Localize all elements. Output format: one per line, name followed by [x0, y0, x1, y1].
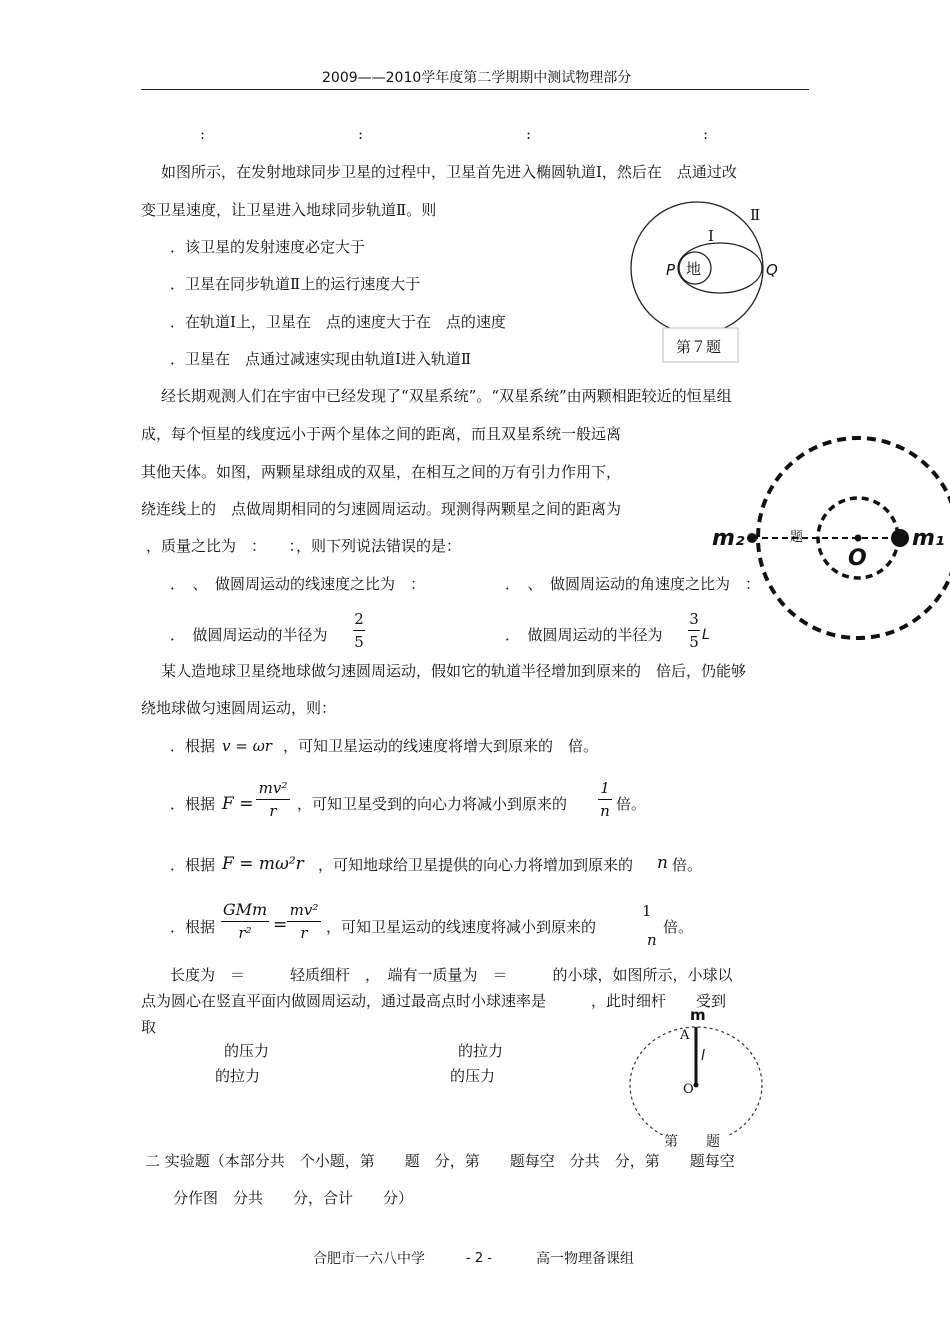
q9-option-c-n: n — [657, 853, 668, 873]
q9-option-b-tail: 倍。 — [616, 795, 647, 813]
q8-stem-line2: 成，每个恒星的线度远小于两个星体之间的距离，而且双星系统一般远离 — [141, 425, 622, 443]
q9-option-c-post: ，可知地球给卫星提供的向心力将增加到原来的 — [318, 856, 634, 874]
q8-option-d-fraction — [688, 609, 700, 652]
q7-option-c: ．在轨道Ⅰ上，卫星在 点的速度大于在 点的速度 — [170, 313, 506, 331]
q10-label-m: m — [690, 1006, 706, 1024]
q7-label-q: Q — [766, 261, 778, 279]
q9-option-c-formula: F = mω²r — [222, 854, 304, 874]
q9-option-d-post: ，可知卫星运动的线速度将减小到原来的 — [326, 918, 597, 936]
q7-label-earth: 地 — [686, 260, 702, 278]
q8-d-numerator: 3 — [689, 610, 699, 628]
q9-option-a-pre: ．根据 — [170, 737, 216, 755]
q10-stem-line3: 取 — [141, 1018, 157, 1036]
q9-stem-line2: 绕地球做匀速圆周运动，则： — [141, 699, 337, 717]
q8-option-d-tail: L — [702, 627, 710, 643]
q9-d-rhs-numerator: mv² — [289, 901, 319, 919]
footer-page-number: - 2 - — [466, 1251, 492, 1266]
q9-option-d-rhs-fraction — [287, 900, 321, 943]
q10-option-b: 的拉力 — [458, 1042, 504, 1060]
q8-stem-line5: ，质量之比为 ： ：，则下列说法错误的是： — [146, 537, 462, 555]
q9-option-b-lhs: F = — [222, 794, 254, 814]
q8-stem-line1: 经长期观测人们在宇宙中已经发现了“双星系统”。“双星系统”由两颗相距较近的恒星组 — [161, 387, 732, 405]
q9-option-d-pre: ．根据 — [170, 918, 216, 936]
q8-c-denominator: 5 — [354, 633, 364, 651]
q9-option-d-frac-den: n — [647, 931, 657, 949]
q8-c-numerator: 2 — [354, 610, 364, 628]
q8-stem-line4: 绕连线上的 点做周期相同的匀速圆周运动。现测得两颗星之间的距离为 — [141, 500, 622, 518]
footer-school: 合肥市一六八中学 — [313, 1251, 425, 1267]
answer-colon-2: : — [358, 125, 364, 143]
q8-option-c: ． 做圆周运动的半径为 — [170, 626, 328, 644]
q9-stem-line1: 某人造地球卫星绕地球做匀速圆周运动，假如它的轨道半径增加到原来的 倍后，仍能够 — [161, 662, 747, 680]
q7-figure-caption: 第７题 — [676, 338, 722, 356]
q8-label-m1: m₁ — [912, 526, 945, 551]
q9-option-d-equals: = — [273, 915, 288, 935]
q9-option-d-tail: 倍。 — [663, 918, 694, 936]
q9-option-b-n-fraction — [598, 778, 612, 821]
q7-stem-line1: 如图所示，在发射地球同步卫星的过程中，卫星首先进入椭圆轨道Ⅰ，然后在 点通过改 — [161, 163, 737, 181]
q9-option-c-pre: ．根据 — [170, 856, 216, 874]
q9-b-denominator: r — [269, 802, 277, 820]
section2-line1: 二 实验题（本部分共 个小题，第 题 分，第 题每空 分共 分，第 题每空 — [145, 1152, 735, 1170]
q8-option-c-fraction — [353, 609, 365, 652]
q9-option-b-pre: ．根据 — [170, 795, 216, 813]
q9-option-c-tail: 倍。 — [672, 856, 703, 874]
q8-stem-line3: 其他天体。如图，两颗星球组成的双星，在相互之间的万有引力作用下， — [141, 463, 622, 481]
answer-colon-4: : — [703, 125, 709, 143]
q9-option-a-formula: v = ωr — [222, 737, 272, 755]
q9-d-rhs-denominator: r — [300, 924, 308, 942]
q8-d-denominator: 5 — [689, 633, 699, 651]
q7-label-orbit-2: Ⅱ — [750, 206, 761, 224]
q9-b-numerator: mv² — [258, 779, 288, 797]
q9-option-b-post: ，可知卫星受到的向心力将减小到原来的 — [297, 795, 568, 813]
q7-option-d: ．卫星在 点通过减速实现由轨道Ⅰ进入轨道Ⅱ — [170, 350, 472, 368]
footer-group: 高一物理备课组 — [536, 1251, 634, 1267]
q9-option-d-frac-num: 1 — [642, 902, 652, 920]
q10-stem-line1: 长度为 ＝ 轻质细杆 ， 端有一质量为 ＝ 的小球，如图所示，小球以 — [170, 966, 733, 984]
q10-rod-figure — [625, 1010, 770, 1135]
answer-colon-1: : — [200, 125, 206, 143]
q10-label-a: A — [680, 1028, 690, 1043]
q8-label-ti: 题 — [790, 530, 804, 545]
q7-label-p: P — [666, 261, 676, 279]
q10-figure-caption: 第 题 — [664, 1134, 720, 1150]
header-rule — [141, 89, 809, 90]
section2-line2: 分作图 分共 分，合计 分） — [173, 1189, 414, 1207]
q9-b-n-numerator: 1 — [600, 779, 610, 797]
q9-option-a-post: ，可知卫星运动的线速度将增大到原来的 倍。 — [283, 737, 599, 755]
q10-option-c: 的拉力 — [215, 1067, 261, 1085]
q8-option-a: ． 、 做圆周运动的线速度之比为 ： — [170, 575, 426, 593]
page-header-title: 2009——2010学年度第二学期期中测试物理部分 — [322, 70, 632, 86]
q8-label-m2: m₂ — [712, 526, 745, 551]
answer-colon-3: : — [526, 125, 532, 143]
q8-option-b: ． 、 做圆周运动的角速度之比为 ： — [505, 575, 761, 593]
q10-stem-line2: 点为圆心在竖直平面内做圆周运动，通过最高点时小球速率是 ，此时细杆 受到 — [141, 992, 727, 1010]
q8-option-d: ． 做圆周运动的半径为 — [505, 626, 663, 644]
q7-stem-line2: 变卫星速度，让卫星进入地球同步轨道Ⅱ。则 — [141, 201, 437, 219]
q10-label-o: O — [683, 1082, 694, 1097]
q9-b-n-denominator: n — [600, 802, 610, 820]
q10-label-l: l — [701, 1048, 705, 1064]
q9-option-d-lhs-fraction — [221, 900, 269, 943]
q9-d-lhs-numerator: GMm — [222, 900, 268, 919]
q7-option-a: ．该卫星的发射速度必定大于 — [170, 238, 366, 256]
q10-option-d: 的压力 — [450, 1067, 496, 1085]
q8-label-o: O — [848, 546, 867, 571]
q9-option-b-fraction — [256, 778, 290, 821]
q10-option-a: 的压力 — [224, 1042, 270, 1060]
q7-label-orbit-1: Ⅰ — [708, 227, 714, 245]
q7-option-b: ．卫星在同步轨道Ⅱ上的运行速度大于 — [170, 275, 421, 293]
q9-d-lhs-denominator: r² — [238, 924, 252, 942]
